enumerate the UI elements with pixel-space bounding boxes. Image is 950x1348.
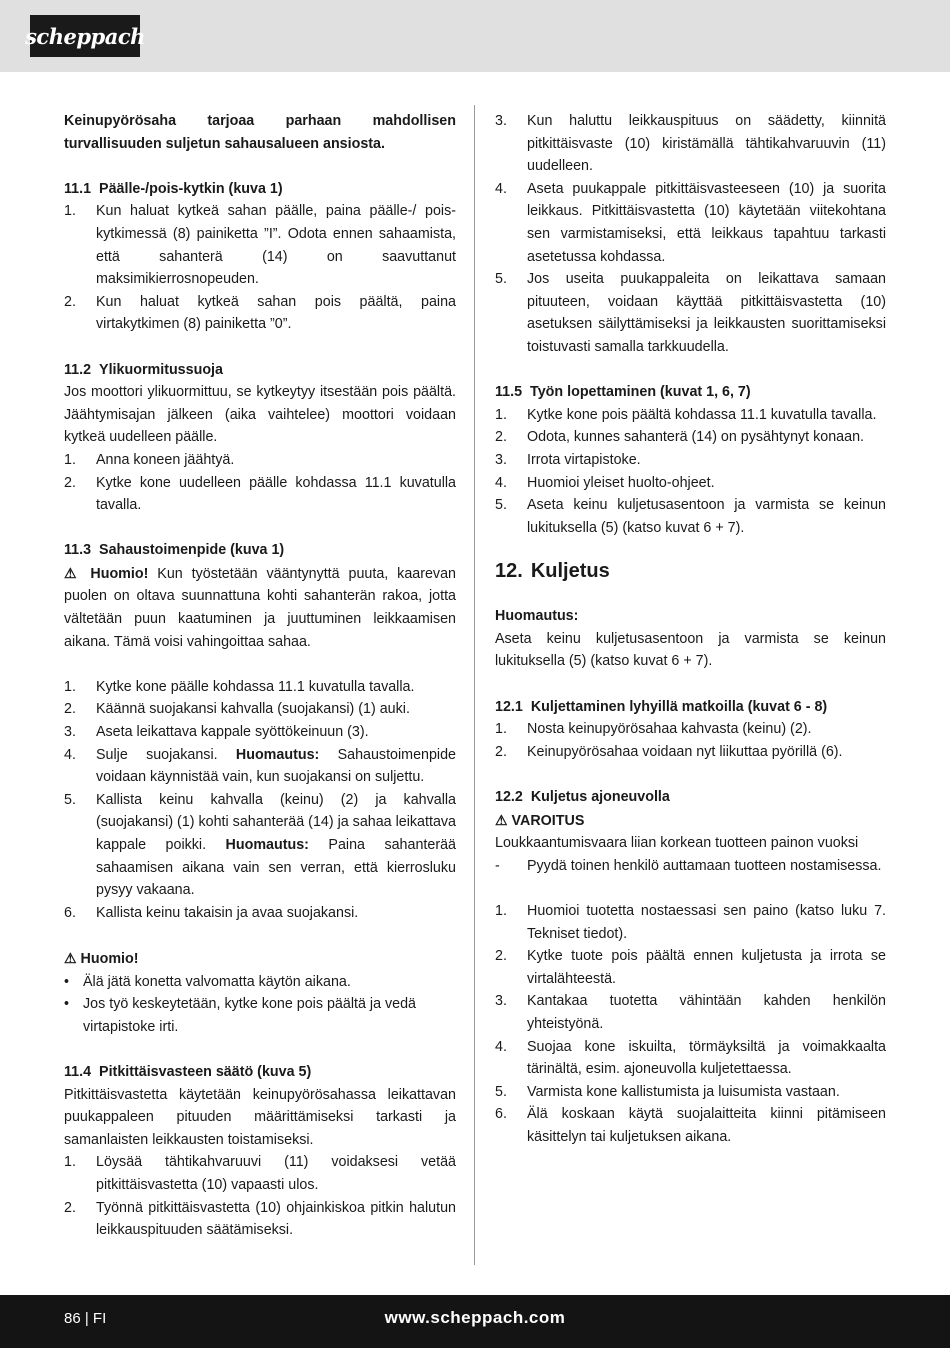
item-number: 3. [495,993,507,1010]
item-number: 1. [64,203,76,220]
page-number: 86 | FI [64,1310,107,1327]
item-text: Pyydä toinen henkilö auttamaan tuotteen nostamisessa. [527,857,882,874]
item-number: 1. [64,451,76,468]
item-number: 1. [495,903,507,919]
item-number: 6. [495,1106,507,1123]
bullet-dot: • [64,973,70,990]
warning-text: Loukkaantumisvaara liian korkean tuotteen painon vuoksi [495,835,859,852]
bullet-text: Älä jätä konetta valvomatta käytön aikana. [83,973,351,990]
item-number: 4. [495,180,507,197]
item-number: 5. [495,271,507,288]
list-item [495,268,886,358]
section-title: Kuljetus ajoneuvolla [530,789,670,806]
item-number: 2. [64,701,76,718]
warning-icon: ⚠ [495,811,508,828]
item-text-cont: Paina sahanterää sahaamisen aikana vain sen verran, että kierrosluku pysyy vakaana. [96,837,456,899]
item-number: 6. [64,904,76,921]
item-text: Kallista keinu kahvalla (keinu) (2) ja kahvalla (suojakansi) (1) kohti sahanterää (14) ja sahaa leikattava kappale poikki. [96,791,456,853]
item-number: 2. [495,948,507,965]
bullet-dot: • [64,996,70,1013]
warning-label: VAROITUS [511,812,585,829]
section-title: Työn lopettaminen (kuvat 1, 6, 7) [530,384,751,401]
list-item [495,494,886,539]
item-text: Kun haluat kytkeä sahan päälle, paina päälle-/ pois-kytkimessä (8) painiketta ”I”. Odota ennen sahaamista, että sahanterä (14) on saavuttanut maksimikierrosnopeuden. [96,203,456,288]
item-number: 2. [495,743,507,760]
list-item [495,472,886,495]
item-text: Huomioi yleiset huolto-ohjeet. [527,474,715,491]
note-heading: Huomautus: [495,608,579,625]
item-text: Sulje suojakansi. [96,746,236,763]
item-number: 4. [64,746,76,763]
note-label: Huomautus: [235,746,320,763]
item-text: Huomioi tuotetta nostaessasi sen paino (katso luku 7. Tekniset tiedot). [527,903,886,942]
list-item [495,110,886,178]
list-item [495,718,886,741]
item-number: 5. [64,791,76,808]
list-item [495,449,886,472]
warning-paragraph [64,562,456,653]
item-text: Jos useita puukappaleita on leikattava samaan pituuteen, voidaan käyttää pitkittäisvastetta (10) asetuksen säilyttämiseksi ja leikkausten suorittamiseksi toistuvasti samalla tarkkuudella. [527,271,886,355]
section-11-5-heading [495,381,886,404]
list-item [495,741,886,764]
item-text: Kun haluttu leikkauspituus on säädetty, kiinnitä pitkittäisvaste (10) kiristämällä tähtikahvaruuvin (11) uudelleen. [527,113,886,175]
item-text: Kantakaa tuotetta vähintään kahden henkilön yhteistyönä. [527,993,886,1032]
item-text: Aseta leikattava kappale syöttökeinuun (3). [96,724,369,741]
list-item [64,1151,456,1196]
item-text: Kytke kone uudelleen päälle kohdassa 11.1 kuvatulla tavalla. [96,474,456,514]
list-item [495,1036,886,1081]
item-text: Varmista kone kallistumista ja luisumista vastaan. [527,1083,840,1100]
section-title: Ylikuormitussuoja [99,361,223,378]
section-11-3-heading [64,539,456,562]
list-item [495,1081,886,1104]
section-number: 12.1 [495,698,523,715]
list-item [64,472,456,517]
attention-label: Huomio! [80,950,139,967]
intro-text: Keinupyörösaha tarjoaa parhaan mahdollisen turvallisuuden suljetun sahausalueen ansiosta. [64,113,456,152]
warning-heading [495,809,886,833]
item-number: 3. [495,451,507,468]
item-text: Keinupyörösahaa voidaan nyt liikuttaa pyörillä (6). [527,743,843,760]
paragraph: Jos moottori ylikuormittuu, se kytkeytyy itsestään pois päältä. Jäähtymisajan jälkeen (aika vaihtelee) moottori voidaan kytkeä uudelleen päälle. [64,384,456,446]
item-text: Kytke kone päälle kohdassa 11.1 kuvatulla tavalla. [96,678,415,695]
item-text: Odota, kunnes sahanterä (14) on pysähtynyt konaan. [527,429,864,446]
item-number: 2. [64,293,76,310]
list-item [64,676,456,699]
section-number: 11.4 [64,1063,92,1080]
section-number: 12.2 [495,789,523,806]
section-title: Kuljettaminen lyhyillä matkoilla (kuvat 6 - 8) [530,698,828,715]
item-text: Kun haluat kytkeä sahan pois päältä, paina virtakytkimen (8) painiketta ”0”. [96,293,456,333]
item-text: Löysää tähtikahvaruuvi (11) voidaksesi vetää pitkittäisvastetta (10) vapaasti ulos. [96,1154,456,1193]
list-item [64,449,456,472]
item-text: Kytke kone pois päältä kohdassa 11.1 kuvatulla tavalla. [527,406,877,423]
item-number: 3. [64,724,76,741]
list-item [64,698,456,721]
paragraph: Aseta keinu kuljetusasentoon ja varmista se keinun lukituksella (5) (katso kuvat 6 + 7). [495,630,886,670]
list-item [495,1103,886,1148]
bullet-item [64,971,456,994]
item-number: 5. [495,1083,507,1100]
item-text: Nosta keinupyörösahaa kahvasta (keinu) (2). [527,721,812,738]
section-number: 11.3 [64,542,92,559]
item-text: Aseta puukappale pitkittäisvasteeseen (10) ja suorita leikkaus. Pitkittäisvastetta (10) käytetään viitekohtana sen varmistamiseksi, että leikkaus tapahtuu tarkasti asetetussa kohdassa. [527,180,886,265]
logo-text: scheppach [25,23,145,49]
item-text: Aseta keinu kuljetusasentoon ja varmista se keinun lukituksella (5) (katso kuvat 6 + 7). [527,497,886,536]
item-number: 1. [495,406,507,423]
list-item [495,426,886,449]
bullet-item [64,993,456,1038]
list-item [64,721,456,744]
header-band [0,0,950,72]
section-number: 11.2 [64,361,92,378]
left-column [64,110,456,1242]
item-text: Työnnä pitkittäisvastetta (10) ohjainkiskoa pitkin halutun leikkauspituuden säätämiseksi. [96,1199,456,1239]
chapter-number: 12. [495,560,523,583]
item-text: Kytke tuote pois päältä ennen kuljetusta ja irrota se virtalähteestä. [527,948,886,987]
list-item [495,945,886,990]
attention-heading [64,947,456,971]
warning-icon: ⚠ [64,949,77,966]
chapter-12-heading [495,557,886,585]
item-text: Älä koskaan käytä suojalaitteita kiinni pitämiseen käsittelyn tai kuljetuksen aikana. [527,1106,886,1145]
list-item [495,404,886,427]
section-number: 11.5 [495,384,523,401]
dash-marker: - [495,857,500,874]
section-title: Sahaustoimenpide (kuva 1) [99,542,285,559]
list-item [64,744,456,789]
warning-text: Kun työstetään vääntynyttä puuta, kaarevan puolen on oltava suunnattuna kohti sahanterän rakoa, jotta vältetään puun kaatuminen ja juuttuminen leikkaamisen aikana. Tämä voisi vahingoittaa sahaa. [64,565,456,650]
item-text: Käännä suojakansi kahvalla (suojakansi) (1) auki. [96,701,410,718]
bullet-text: Jos työ keskeytetään, kytke kone pois päältä ja vedä virtapistoke irti. [83,996,416,1035]
item-text: Irrota virtapistoke. [527,451,641,468]
section-12-2-heading [495,786,886,809]
footer-bar [0,1295,950,1348]
list-item [495,900,886,945]
item-number: 2. [64,1199,76,1216]
item-text: Kallista keinu takaisin ja avaa suojakansi. [96,904,359,921]
item-number: 4. [495,1038,507,1055]
paragraph: Pitkittäisvastetta käytetään keinupyörösahassa leikattavan puukappaleen pituuden määrittämiseksi tarkasti ja samanlaisten leikkausten toistamiseksi. [64,1086,456,1148]
website-link[interactable]: www.scheppach.com [384,1308,566,1327]
list-item [495,178,886,268]
item-text-cont: Sahaustoimenpide voidaan käynnistää vain, kun suojakansi on suljettu. [96,746,457,786]
item-text: Suojaa kone iskuilta, törmäyksiltä ja voimakkaalta tärinältä, esim. ajoneuvolla kuljetettaessa. [527,1038,886,1078]
item-text: Anna koneen jäähtyä. [96,451,235,468]
warning-icon: ⚠ [64,564,82,581]
warning-label: Huomio! [90,565,149,582]
item-number: 5. [495,497,507,514]
list-item [64,902,456,925]
list-item [64,291,456,336]
list-item [64,1197,456,1242]
note-label: Huomautus: [225,837,309,853]
section-12-1-heading [495,696,886,719]
section-number: 11.1 [64,180,92,197]
section-11-1-heading [64,178,456,201]
item-number: 1. [64,1154,76,1171]
item-number: 3. [495,113,507,129]
item-number: 2. [495,429,507,446]
item-number: 2. [64,474,76,491]
item-number: 1. [495,721,507,738]
section-title: Pitkittäisvasteen säätö (kuva 5) [99,1063,312,1080]
list-item [64,789,456,902]
list-item [495,990,886,1035]
column-divider [474,105,475,1265]
chapter-title: Kuljetus [530,560,610,583]
section-11-4-heading [64,1061,456,1084]
section-11-2-heading [64,359,456,382]
dash-item [495,855,886,878]
scheppach-logo [25,15,145,57]
item-number: 4. [495,474,507,491]
list-item [64,200,456,290]
item-number: 1. [64,678,76,695]
right-column [495,110,886,1149]
section-title: Päälle-/pois-kytkin (kuva 1) [99,180,283,197]
